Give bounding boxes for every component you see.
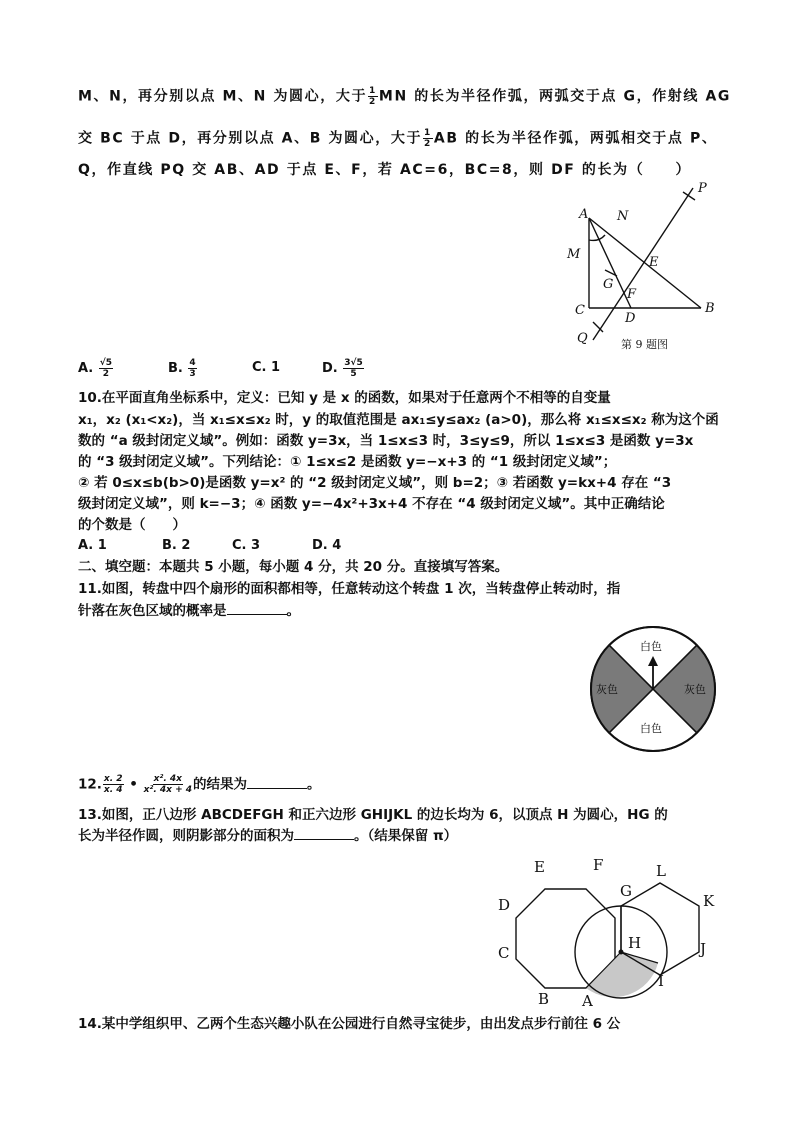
q10-line-3: 数的 “a 级封闭定义域”。例如：函数 y=3x，当 1≤x≤3 时，3≤y≤9，所以 1≤x≤3 是函数 y=3x — [78, 433, 694, 449]
q9-line-2: 交 BC 于点 D，再分别以点 A、B 为圆心，大于 $\frac{1}{2}$ AB 的长为半径作弧，两弧相交于点 P、 — [78, 128, 718, 149]
q10-line-4: 的 “3 级封闭定义域”。下列结论：① 1≤x≤2 是函数 y=−x+3 的 “1 级封闭定义域”； — [78, 454, 617, 470]
sector-label-top: 白色 — [640, 640, 662, 653]
label-F: F — [627, 287, 637, 302]
q10-line-5: ② 若 0≤x≤b(b>0)是函数 y=x² 的 “2 级封闭定义域”，则 b=2；③ 若函数 y=kx+4 存在 “3 — [78, 475, 672, 491]
label-A: A — [582, 992, 593, 1010]
label-J: J — [700, 940, 707, 958]
q9-option-b: B. $\frac{4}{3}$ — [168, 358, 196, 379]
label-L: L — [656, 862, 666, 880]
label-C: C — [575, 303, 585, 318]
q9-option-a: A. $\frac{√5}{2}$ — [78, 358, 113, 379]
label-A: A — [579, 207, 589, 222]
q11-line-2: 针落在灰色区域的概率是 。 — [78, 603, 300, 619]
label-P: P — [698, 181, 707, 196]
label-C: C — [498, 944, 510, 962]
fraction-half: $\frac{1}{2}$ — [369, 86, 377, 107]
q10-option-a: A. 1 — [78, 538, 107, 553]
label-M: M — [567, 247, 581, 262]
label-B: B — [538, 990, 550, 1008]
spinner-wheel — [588, 624, 718, 754]
label-D: D — [625, 311, 636, 326]
figure-caption: 第 9 题图 — [621, 338, 668, 350]
label-B: B — [705, 301, 715, 316]
answer-blank — [227, 602, 287, 615]
q12-line: 12. $\frac{x. 2}{x. 4}$ • $\frac{\text{x². 4x}}{\text{x². 4x + 4}}$ 的结果为 。 — [78, 774, 321, 795]
q13-figure — [490, 850, 720, 1010]
q11-line-1: 11.如图，转盘中四个扇形的面积都相等，任意转动这个转盘 1 次，当转盘停止转动时，指 — [78, 581, 621, 597]
q10-line-2: x₁，x₂ (x₁<x₂)，当 x₁≤x≤x₂ 时，y 的取值范围是 ax₁≤y≤ax₂ (a>0)，那么将 x₁≤x≤x₂ 称为这个函 — [78, 412, 719, 428]
answer-blank — [294, 827, 354, 840]
q13-line-1: 13.如图，正八边形 ABCDEFGH 和正六边形 GHIJKL 的边长均为 6，以顶点 H 为圆心，HG 的 — [78, 807, 668, 823]
label-N: N — [617, 209, 629, 224]
label-H: H — [628, 934, 642, 952]
fraction-half: $\frac{1}{2}$ — [424, 128, 432, 149]
sector-label-left: 灰色 — [596, 683, 618, 696]
q10-line-6: 级封闭定义域”，则 k=−3；④ 函数 y=−4x²+3x+4 不存在 “4 级封闭定义域”。其中正确结论 — [78, 496, 665, 512]
q9-option-d: D. $\frac{3√5}{5}$ — [322, 358, 363, 379]
label-E: E — [534, 858, 545, 876]
label-Q: Q — [577, 331, 588, 346]
q10-line-1: 10.在平面直角坐标系中，定义：已知 y 是 x 的函数，如果对于任意两个不相等的自变量 — [78, 390, 611, 406]
q10-option-b: B. 2 — [162, 538, 191, 553]
sector-label-bottom: 白色 — [640, 722, 662, 735]
answer-blank — [247, 776, 307, 789]
q9-option-c: C. 1 — [252, 360, 281, 375]
q10-option-d: D. 4 — [312, 538, 342, 553]
q9-line-1: M、N，再分别以点 M、N 为圆心，大于 $\frac{1}{2}$ MN 的长为半径作弧，两弧交于点 G，作射线 AG — [78, 86, 732, 107]
q10-option-c: C. 3 — [232, 538, 261, 553]
label-G: G — [603, 277, 614, 292]
q9-figure — [555, 180, 725, 350]
q10-line-7: 的个数是（ ） — [78, 517, 186, 533]
section-2-heading: 二、填空题：本题共 5 小题，每小题 4 分，共 20 分。直接填写答案。 — [78, 559, 509, 575]
label-I: I — [658, 972, 664, 990]
label-F: F — [593, 856, 604, 874]
label-K: K — [703, 892, 715, 910]
q14-line-1: 14.某中学组织甲、乙两个生态兴趣小队在公园进行自然寻宝徒步，由出发点步行前往 6 公 — [78, 1016, 621, 1032]
q13-line-2: 长为半径作圆，则阴影部分的面积为 。（结果保留 π） — [78, 828, 458, 844]
label-E: E — [649, 255, 659, 270]
q9-line-3: Q，作直线 PQ 交 AB、AD 于点 E、F，若 AC=6，BC=8，则 DF 的长为（ ） — [78, 162, 692, 178]
sector-label-right: 灰色 — [684, 683, 706, 696]
label-D: D — [498, 896, 511, 914]
label-G: G — [620, 882, 632, 900]
